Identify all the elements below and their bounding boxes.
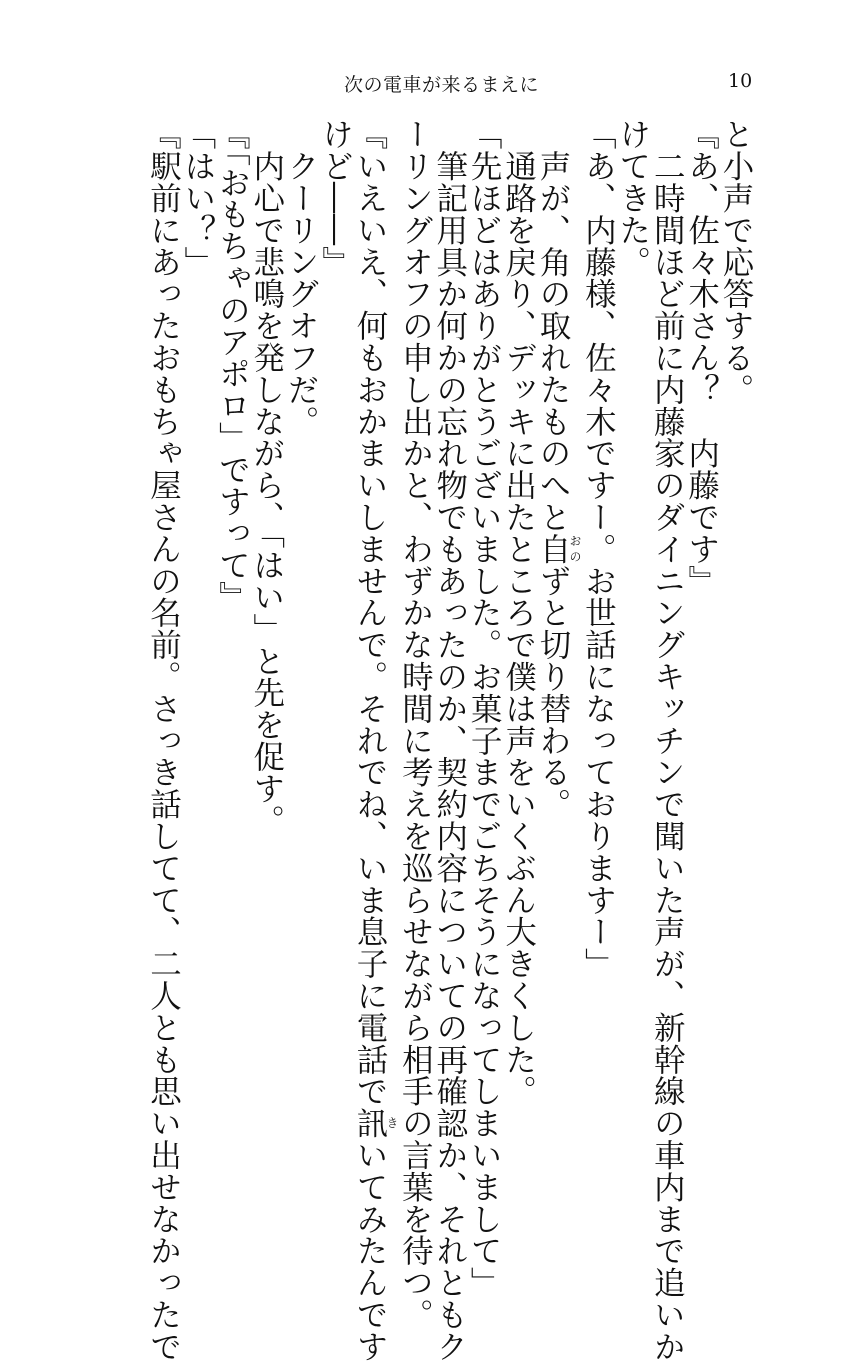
ruby-base: 自 xyxy=(534,532,571,565)
running-title: 次の電車が来るまえに xyxy=(344,74,540,96)
ruby-reading: おの xyxy=(567,532,582,565)
text-line: クーリングオフだ。 xyxy=(283,118,320,437)
text-segment: 『いえいえ、何もおかまいしませんで。それでね、いま息子に電話で xyxy=(351,118,388,1107)
ruby-reading: き xyxy=(384,1106,399,1139)
text-line: 「あ、内藤様、佐々木ですー。お世話になっておりますー」 xyxy=(580,118,617,980)
text-segment: ずと切り替わる。 xyxy=(534,564,571,820)
text-line: 『あ、佐々木さん？ 内藤です』 xyxy=(683,118,720,597)
ruby-base: 訊 xyxy=(351,1106,388,1139)
ruby-annotation xyxy=(534,532,582,565)
text-line: 『駅前にあったおもちゃ屋さんの名前。さっき話してて、二人とも思い出せなかったで xyxy=(145,118,182,1362)
text-line: 二時間ほど前に内藤家のダイニングキッチンで聞いた声が、新幹線の車内まで追いか xyxy=(649,118,686,1362)
text-line: 「先ほどはありがとうございました。お菓子までごちそうになってしまいまして」 xyxy=(466,118,503,1299)
text-line-with-ruby xyxy=(536,118,581,1118)
text-segment: いてみたんです xyxy=(351,1138,388,1362)
text-line: けてきた。 xyxy=(614,118,651,278)
text-line: 『「おもちゃのアポロ」ですって』 xyxy=(214,118,251,613)
text-segment: 声が、角の取れたものへと xyxy=(534,118,571,533)
text-line: 内心で悲鳴を発しながら、「はい」と先を促す。 xyxy=(248,118,285,836)
text-line: 筆記用具か何かの忘れ物でもあったのか、契約内容についての再確認か、それともク xyxy=(431,118,468,1362)
running-header xyxy=(0,70,841,100)
ruby-annotation xyxy=(351,1106,399,1139)
vertical-text-body xyxy=(145,118,754,1362)
page-number: 10 xyxy=(728,70,753,92)
text-line: 「はい？」 xyxy=(179,118,216,278)
text-line: と小声で応答する。 xyxy=(718,118,754,406)
text-line: 通路を戻り、デッキに出たところで僕は声をいくぶん大きくした。 xyxy=(500,118,537,1107)
text-line: けど――』 xyxy=(317,118,354,278)
text-line: ーリングオフの申し出かと、わずかな時間に考えを巡らせながら相手の言葉を待つ。 xyxy=(397,118,434,1331)
text-line-with-ruby xyxy=(351,118,399,1362)
